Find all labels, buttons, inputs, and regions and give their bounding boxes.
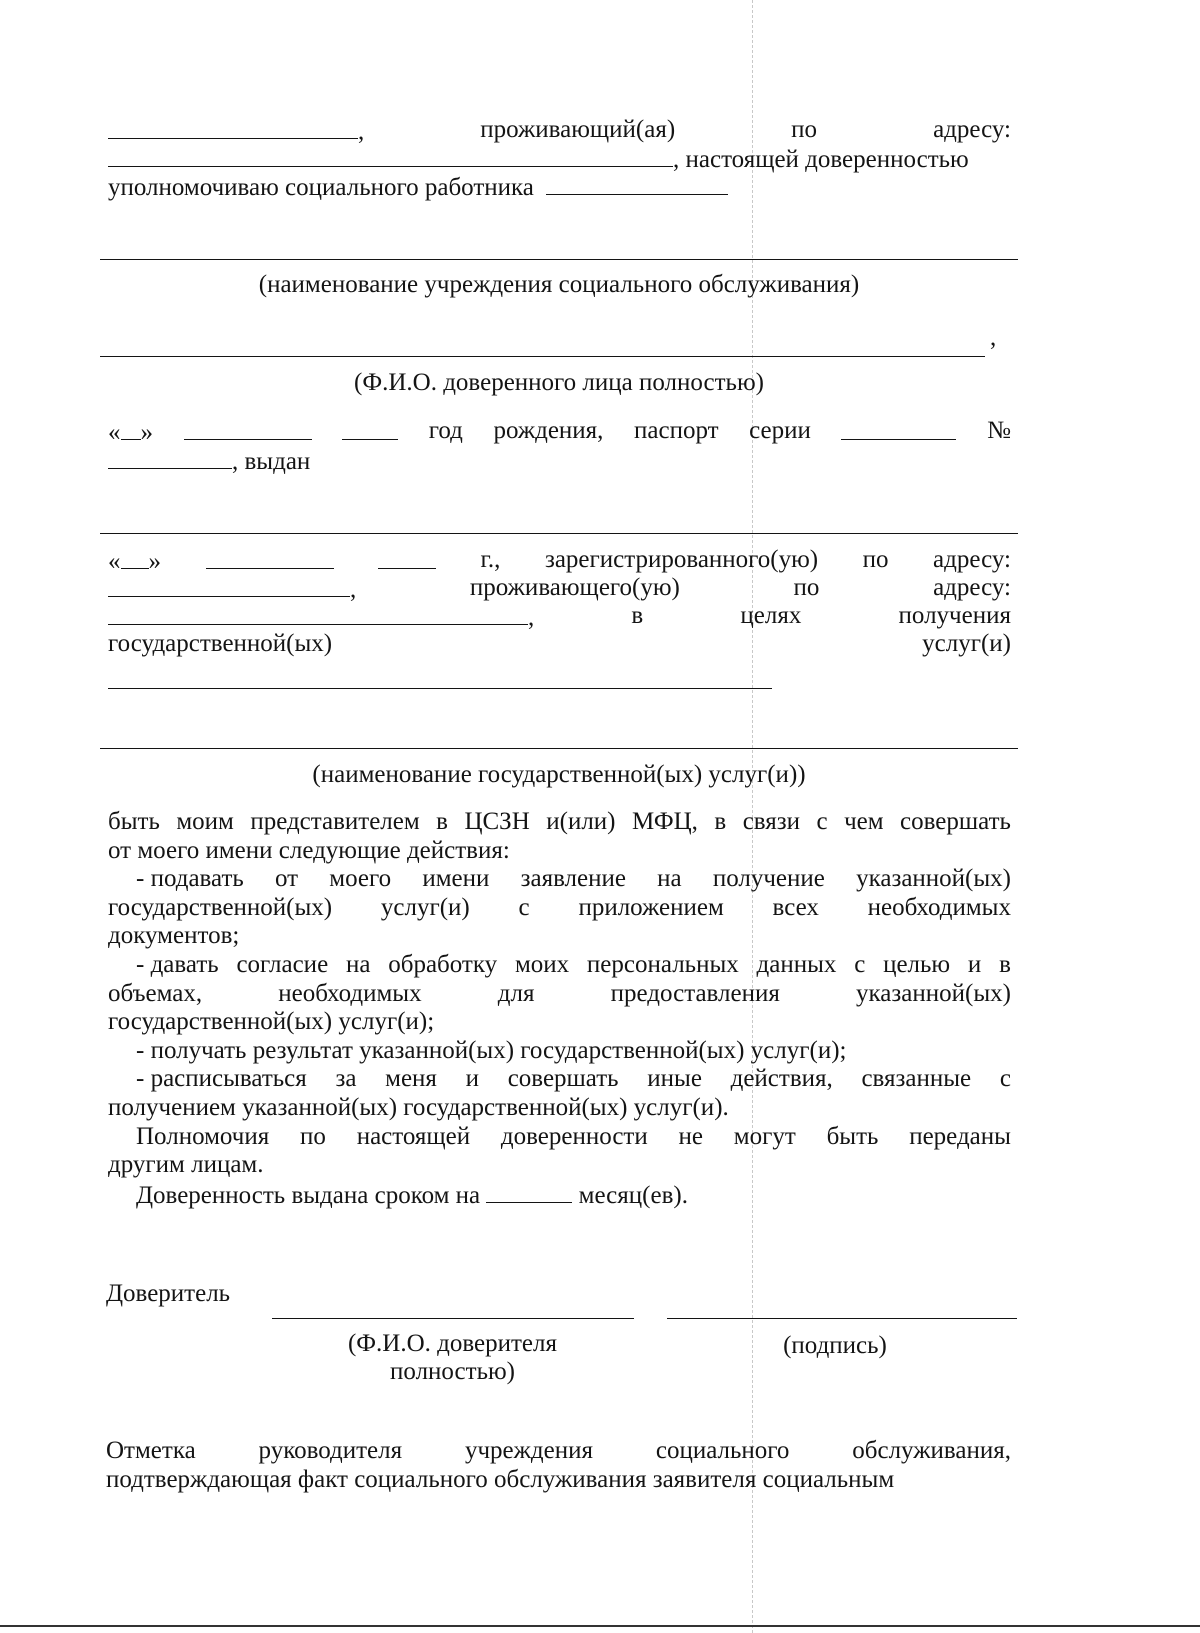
services-line-2[interactable] (100, 748, 1018, 749)
series-blank[interactable] (841, 417, 956, 440)
celyah-word: целях (740, 602, 802, 629)
birth-word: рождения, (493, 417, 604, 444)
body-line: - расписываться за меня и совершать иные действия, связанные с (136, 1065, 1011, 1093)
trustee-comma: , (990, 324, 997, 351)
header-line-3-text: уполномочиваю социального работника (108, 174, 534, 201)
header-line-2 (108, 144, 969, 174)
header-line-3 (108, 172, 728, 202)
number-sign: № (987, 417, 1011, 444)
address-blank[interactable] (108, 144, 673, 167)
body-line: от моего имени следующие действия: (108, 836, 510, 864)
birth-passport-line (108, 417, 1011, 447)
principal-fio-label-1: (Ф.И.О. доверителя (347, 1330, 558, 1357)
registration-line-2 (108, 574, 1011, 604)
signature-label: (подпись) (783, 1332, 887, 1359)
principal-word: Доверитель (106, 1280, 231, 1307)
body-line: получением указанной(ых) государственной(ых) услуг(и). (108, 1093, 729, 1121)
trustee-fio-label: (Ф.И.О. доверенного лица полностью) (354, 369, 764, 396)
body-line: - получать результат указанной(ых) государственной(ых) услуг(и); (136, 1036, 847, 1064)
header-line-2-tail: , настоящей доверенностью (673, 146, 969, 173)
address-word: адресу: (933, 546, 1011, 573)
registered-address-blank[interactable]: , (108, 574, 356, 604)
institution-label: (наименование учреждения социального обслуживания) (258, 271, 860, 298)
body-line: - давать согласие на обработку моих персональных данных с целью и в (136, 950, 1011, 978)
body-line: объемах, необходимых для предоставления указанной(ых) (108, 979, 1011, 1007)
birth-day[interactable]: « » (108, 419, 153, 446)
institution-line[interactable] (100, 259, 1018, 260)
scan-bottom-edge (0, 1625, 1200, 1627)
services-line-1[interactable] (108, 688, 772, 689)
term-months-blank[interactable] (486, 1180, 572, 1203)
issued-word: , выдан (232, 448, 311, 475)
registration-line-4 (108, 630, 1011, 658)
header-living: проживающий(ая) (480, 116, 676, 143)
address2-word: адресу: (933, 574, 1011, 601)
services-label: (наименование государственной(ых) услуг(и)) (312, 761, 806, 788)
header-line-1 (108, 116, 1011, 146)
issued-line (108, 446, 310, 476)
registration-line-1 (108, 546, 1011, 576)
issue-year-blank[interactable] (378, 546, 436, 569)
number-blank[interactable] (108, 446, 232, 469)
body-line: Полномочия по настоящей доверенности не могут быть переданы (136, 1122, 1011, 1150)
g-word: г., (480, 546, 501, 573)
living-address-blank[interactable]: , (108, 602, 534, 632)
body-line: - подавать от моего имени заявление на получение указанной(ых) (136, 865, 1011, 893)
registered-word: зарегистрированного(ую) (544, 546, 819, 573)
signature-line[interactable] (667, 1318, 1017, 1319)
body-line: быть моим представителем в ЦСЗН и(или) МФЦ, в связи с чем совершать (108, 808, 1011, 835)
living-word: проживающего(ую) (469, 574, 680, 601)
birth-year-blank[interactable] (342, 417, 398, 440)
body-line: государственной(ых) услуг(и); (108, 1008, 435, 1036)
state-word: государственной(ых) (108, 630, 333, 657)
trustee-line[interactable] (100, 356, 985, 357)
birth-month-blank[interactable] (184, 417, 312, 440)
series-word: серии (749, 417, 811, 444)
worker-blank[interactable] (546, 172, 728, 195)
powers-text (108, 808, 1011, 1210)
services-word: услуг(и) (922, 630, 1011, 657)
comma: , (358, 118, 365, 145)
principal-fio-label (300, 1330, 605, 1386)
footer-line-1: Отметка руководителя учреждения социального обслуживания, (106, 1437, 1011, 1464)
body-line: документов; (108, 922, 240, 950)
registration-line-3 (108, 602, 1011, 632)
principal-fio-line[interactable] (272, 1318, 634, 1319)
body-line: государственной(ых) услуг(и) с приложением всех необходимых (108, 893, 1011, 921)
v-word: в (631, 602, 644, 629)
issued-by-line[interactable] (100, 533, 1018, 534)
po2-word: по (793, 574, 820, 601)
header-address: адресу: (933, 116, 1011, 143)
header-blank-name[interactable] (108, 116, 364, 146)
passport-word: паспорт (634, 417, 719, 444)
body-line: другим лицам. (108, 1151, 264, 1179)
term-line: Доверенность выдана сроком на месяц(ев). (136, 1181, 688, 1209)
year-word: год (428, 417, 463, 444)
obtaining-word: получения (898, 602, 1011, 629)
footer-line-2: подтверждающая факт социального обслуживания заявителя социальным (106, 1466, 895, 1493)
principal-fio-label-2: полностью) (390, 1358, 515, 1385)
issue-day[interactable]: « » (108, 548, 161, 575)
po-word: по (862, 546, 889, 573)
issue-month-blank[interactable] (206, 546, 334, 569)
header-po: по (791, 116, 818, 143)
